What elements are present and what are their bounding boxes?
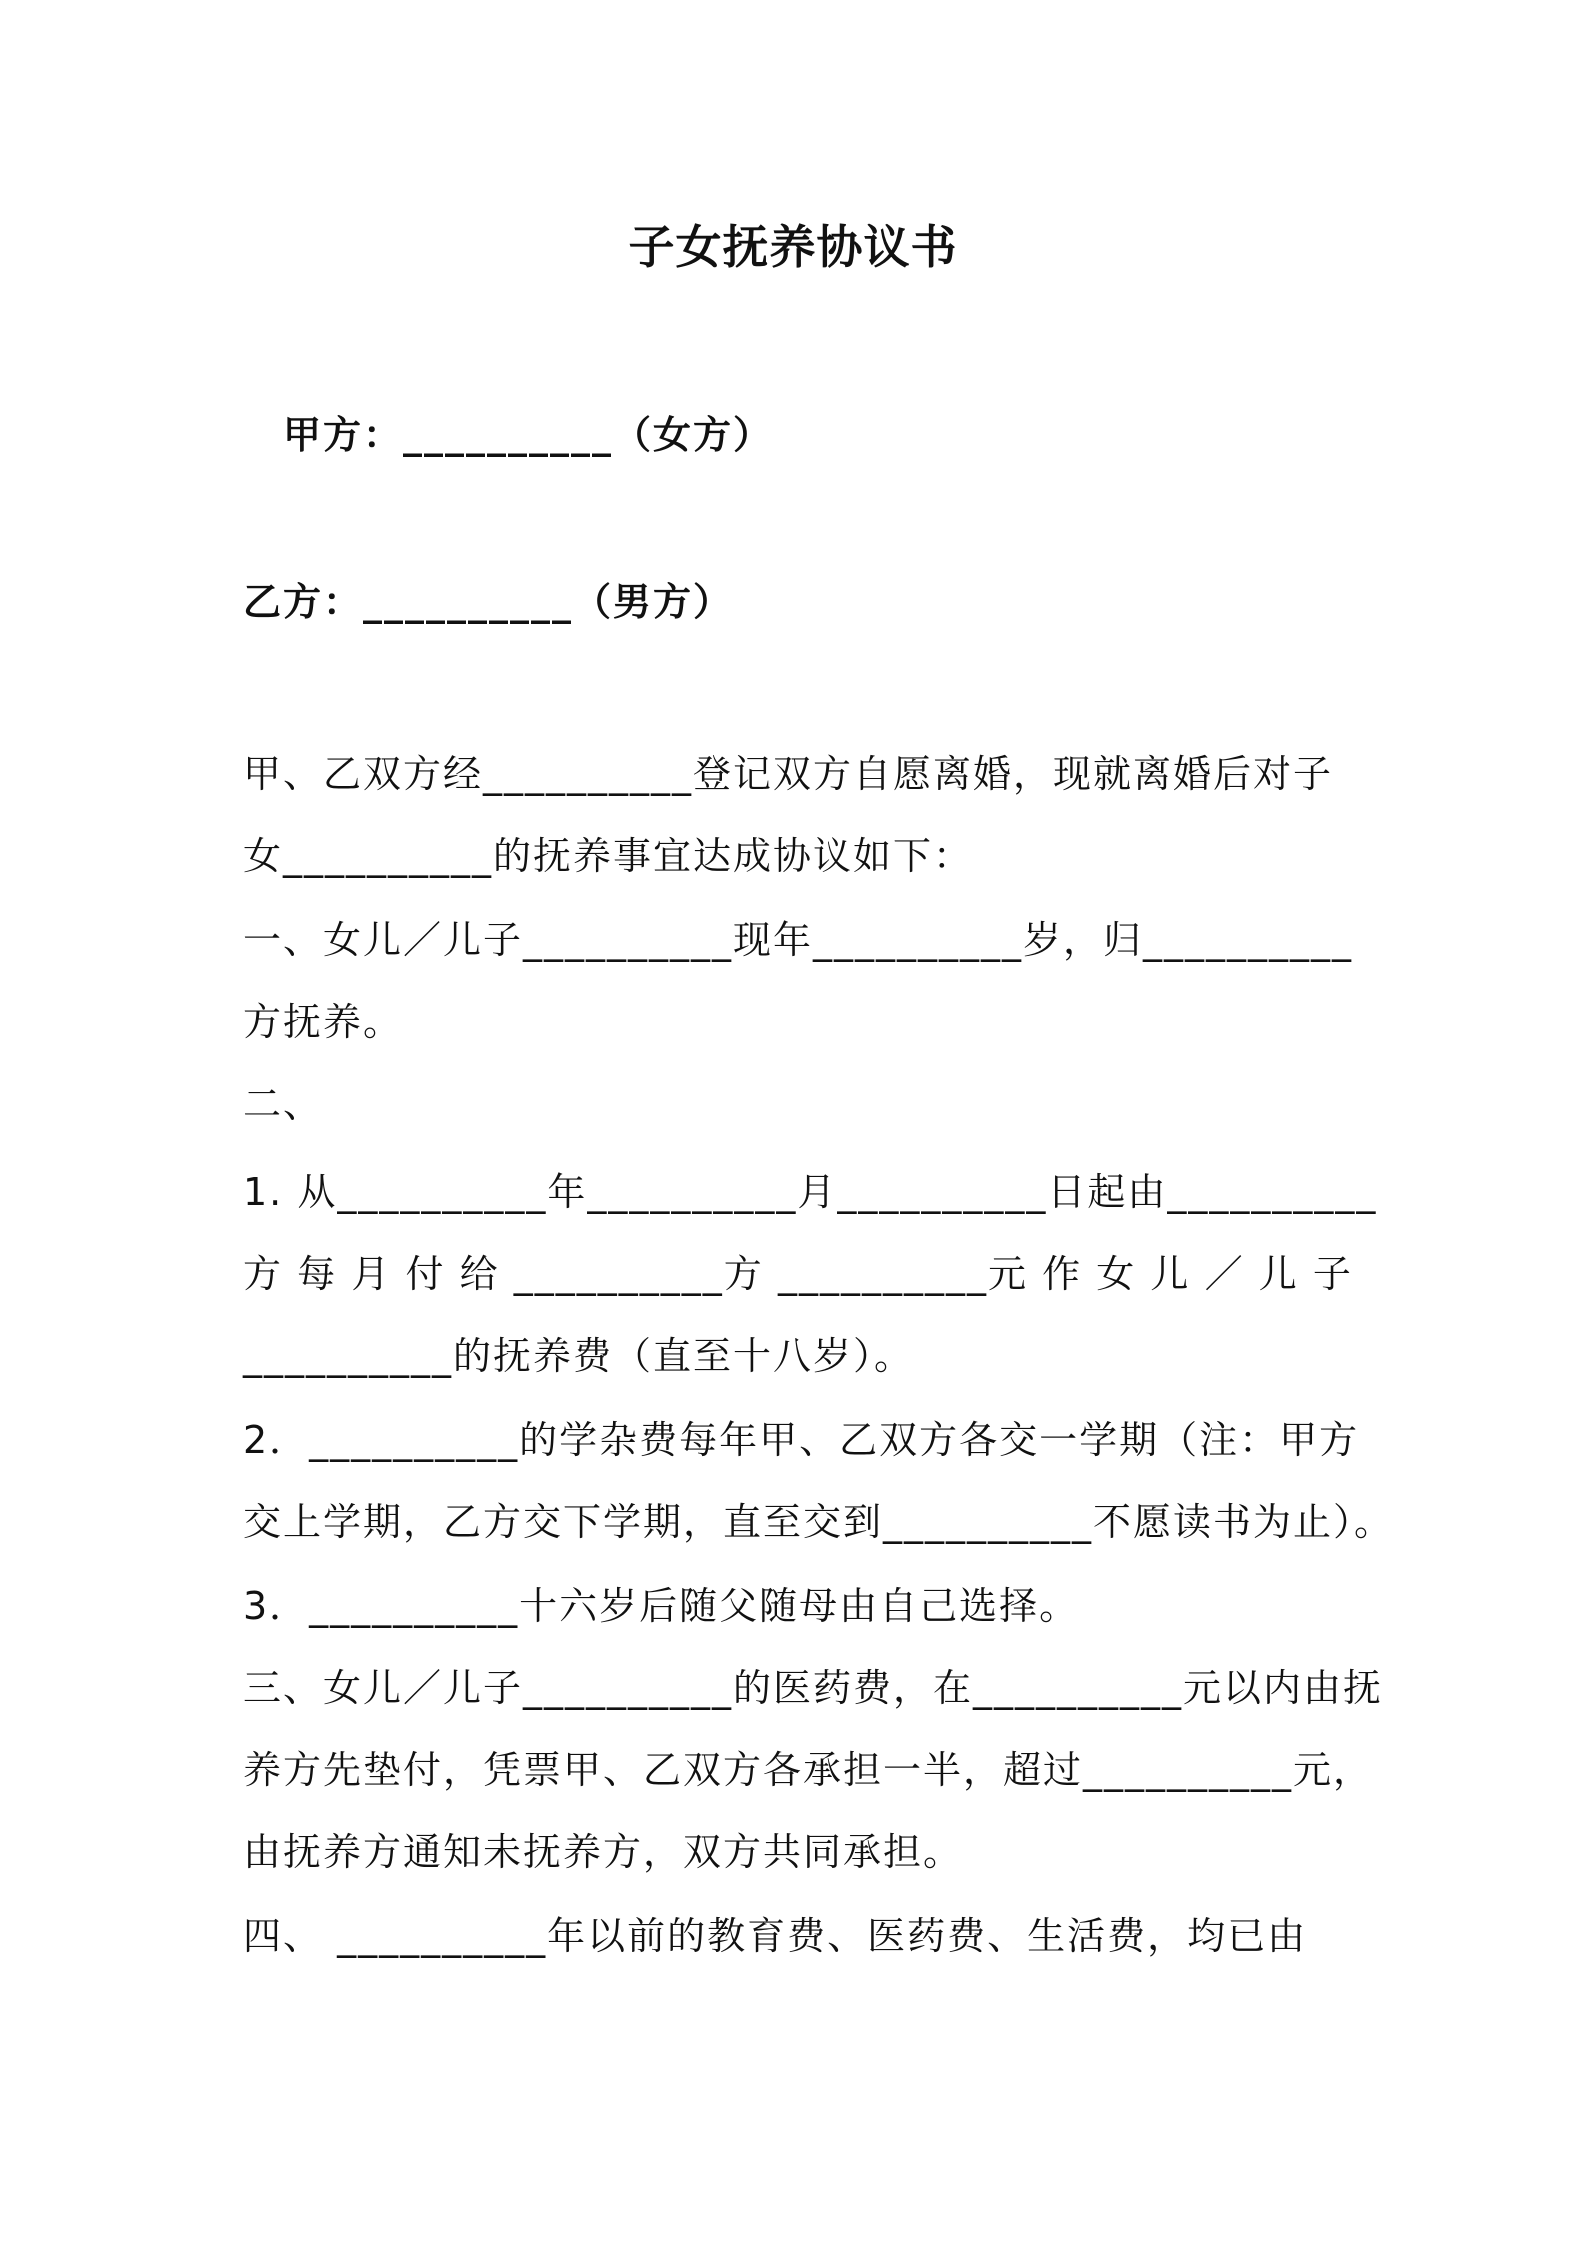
intro-line-2: 女__________的抚养事宜达成协议如下：	[243, 834, 974, 878]
clause-1-line-1: 一、女儿／儿子__________现年__________岁，归__________	[243, 918, 1354, 962]
clause-2-1-line-2	[243, 1244, 1353, 1304]
justified-token: 子	[1312, 1252, 1353, 1296]
justified-token: __________方	[513, 1252, 764, 1296]
justified-token: 给	[459, 1252, 500, 1296]
justified-token: 儿	[1150, 1252, 1191, 1296]
clause-3-line-3: 由抚养方通知未抚养方，双方共同承担。	[243, 1830, 964, 1874]
clause-2-1-line-3: __________的抚养费（直至十八岁）。	[243, 1334, 915, 1378]
clause-2-3-line-1: 3．__________十六岁后随父随母由自己选择。	[243, 1584, 1080, 1628]
clause-4-line-1: 四、 __________年以前的教育费、医药费、生活费，均已由	[243, 1914, 1308, 1958]
justified-token: 作	[1042, 1252, 1083, 1296]
clause-3-line-1: 三、女儿／儿子__________的医药费，在__________元以内由抚	[243, 1666, 1384, 1710]
clause-2-1-line-1: 1. 从__________年__________月__________日起由__________	[243, 1170, 1378, 1214]
clause-2-heading: 二、	[243, 1082, 324, 1126]
justified-token: 儿	[1258, 1252, 1299, 1296]
clause-2-2-line-2: 交上学期，乙方交下学期，直至交到__________不愿读书为止）。	[243, 1500, 1395, 1544]
justified-token: 方	[243, 1252, 284, 1296]
clause-3-line-2: 养方先垫付，凭票甲、乙双方各承担一半，超过__________元，	[243, 1748, 1374, 1792]
justified-token: 每	[297, 1252, 338, 1296]
clause-1-line-2: 方抚养。	[243, 1000, 404, 1044]
justified-token: __________元	[777, 1252, 1028, 1296]
justified-token: ／	[1204, 1252, 1245, 1296]
party-b-line: 乙方：__________（男方）	[243, 580, 734, 624]
intro-line-1: 甲、乙双方经__________登记双方自愿离婚，现就离婚后对子	[243, 752, 1334, 796]
justified-token: 月	[351, 1252, 392, 1296]
justified-token: 女	[1096, 1252, 1137, 1296]
document-title: 子女抚养协议书	[628, 220, 958, 274]
clause-2-2-line-1: 2．__________的学杂费每年甲、乙双方各交一学期（注：甲方	[243, 1418, 1360, 1462]
justified-token: 付	[405, 1252, 446, 1296]
party-a-line: 甲方：__________（女方）	[283, 413, 774, 457]
